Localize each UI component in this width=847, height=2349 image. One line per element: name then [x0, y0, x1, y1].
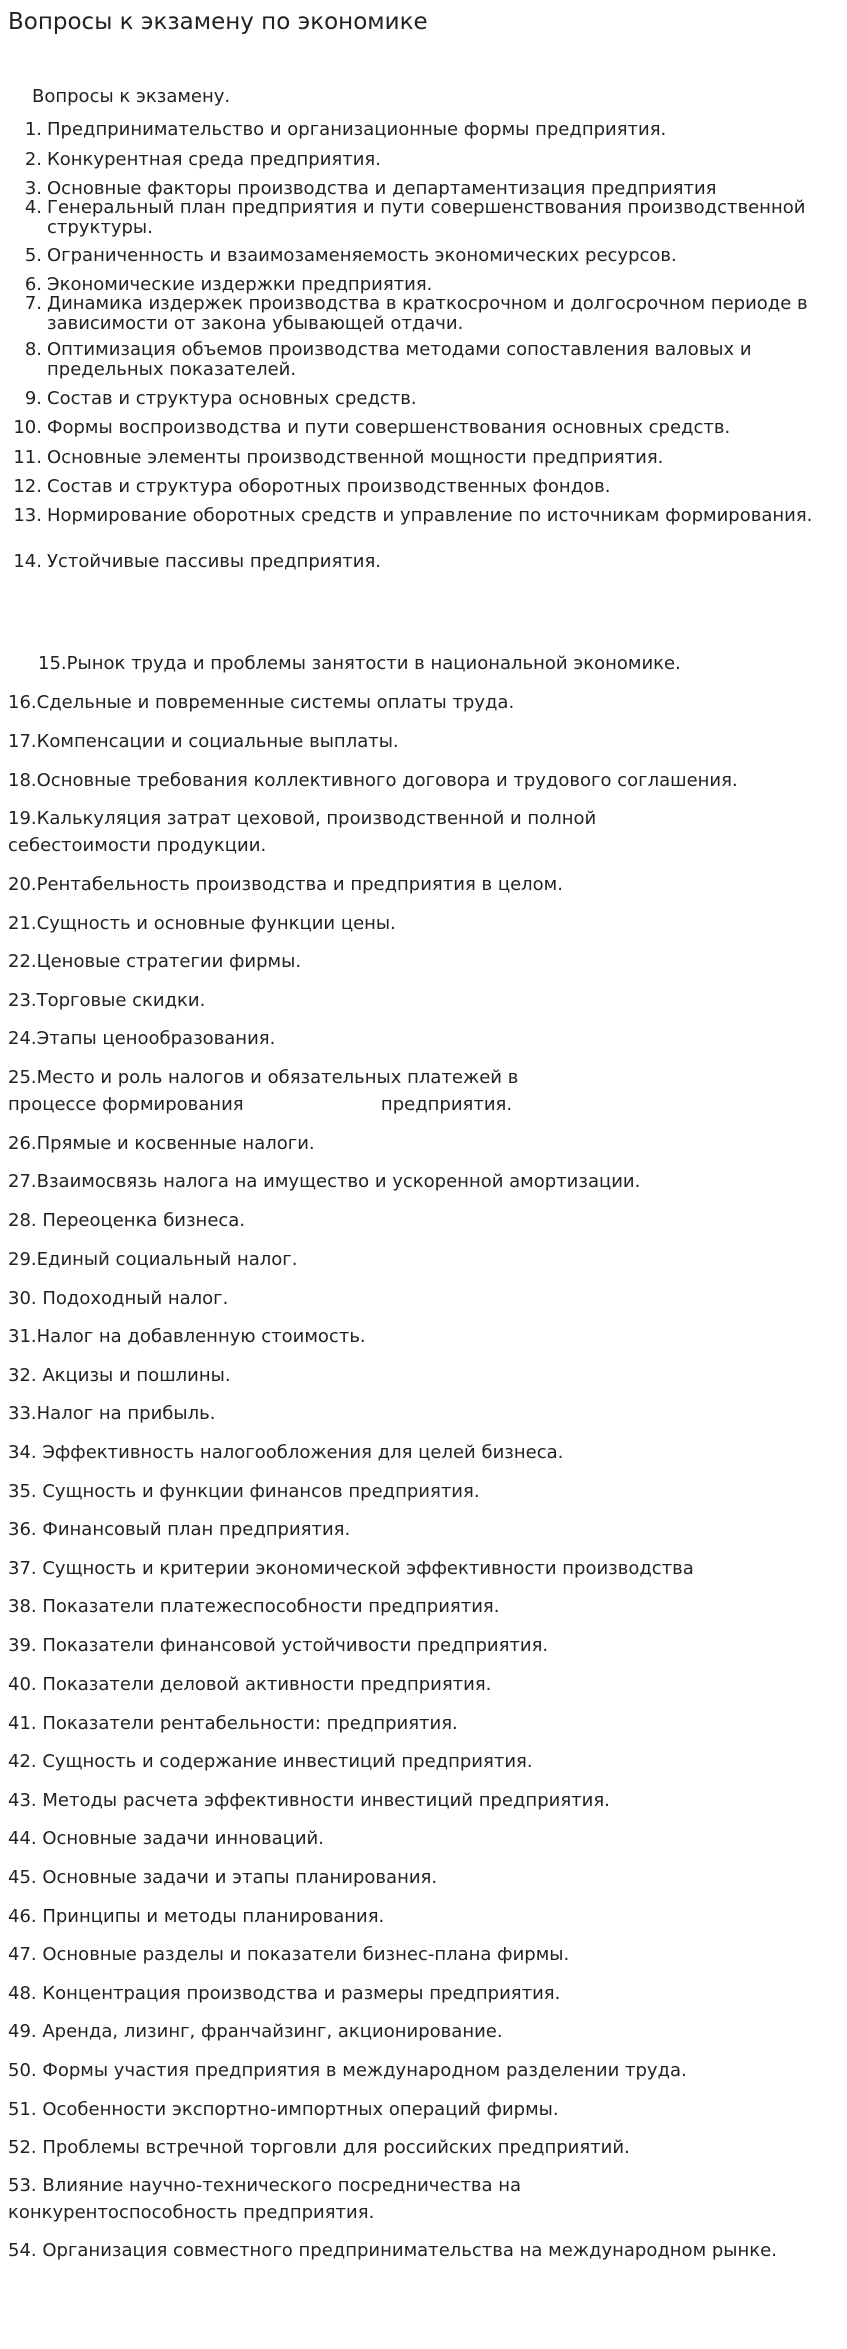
list-item: 5. Ограниченность и взаимозаменяемость экономических ресурсов. [24, 245, 677, 266]
list-item: 9. Состав и структура основных средств. [24, 388, 417, 409]
paragraph-question: 33.Налог на прибыль. [8, 1403, 216, 1424]
list-item: 12. Состав и структура оборотных производственных фондов. [13, 476, 611, 497]
list-item: 14. Устойчивые пассивы предприятия. [13, 551, 382, 572]
paragraph-question: 17.Компенсации и социальные выплаты. [8, 731, 399, 752]
paragraph-question: 26.Прямые и косвенные налоги. [8, 1133, 315, 1154]
section-subtitle: Вопросы к экзамену. [32, 86, 231, 107]
paragraph-question: 32. Акцизы и пошлины. [8, 1365, 231, 1386]
paragraph-question: 39. Показатели финансовой устойчивости предприятия. [8, 1635, 549, 1656]
paragraph-question: 37. Сущность и критерии экономической эффективности производства [8, 1558, 694, 1579]
paragraph-question: 48. Концентрация производства и размеры предприятия. [8, 1983, 561, 2004]
paragraph-question-continued: себестоимости продукции. [8, 835, 267, 856]
paragraph-question: 45. Основные задачи и этапы планирования. [8, 1867, 438, 1888]
list-item: 4. Генеральный план предприятия и пути совершенствования производственной структуры. [24, 197, 806, 238]
paragraph-question: 54. Организация совместного предпринимательства на международном рынке. [8, 2240, 777, 2261]
paragraph-question: 30. Подоходный налог. [8, 1288, 229, 1309]
list-item: 6. Экономические издержки предприятия. [24, 274, 433, 295]
paragraph-question: 31.Налог на добавленную стоимость. [8, 1326, 366, 1347]
list-item: 7. Динамика издержек производства в краткосрочном и долгосрочном периоде в зависимости от закона убывающей отдачи. [24, 293, 808, 334]
paragraph-question: 40. Показатели деловой активности предприятия. [8, 1674, 492, 1695]
paragraph-question: 21.Сущность и основные функции цены. [8, 913, 396, 934]
paragraph-question: 38. Показатели платежеспособности предприятия. [8, 1596, 500, 1617]
paragraph-question: 49. Аренда, лизинг, франчайзинг, акционирование. [8, 2021, 503, 2042]
paragraph-question: 23.Торговые скидки. [8, 990, 206, 1011]
paragraph-question: 20.Рентабельность производства и предприятия в целом. [8, 874, 563, 895]
paragraph-question: 28. Переоценка бизнеса. [8, 1210, 246, 1231]
paragraph-question: 41. Показатели рентабельности: предприятия. [8, 1713, 458, 1734]
questions-list [0, 120, 847, 572]
paragraph-question: 50. Формы участия предприятия в международном разделении труда. [8, 2060, 687, 2081]
paragraph-question: 47. Основные разделы и показатели бизнес-плана фирмы. [8, 1944, 570, 1965]
paragraph-question: 24.Этапы ценообразования. [8, 1028, 276, 1049]
paragraph-question: 22.Ценовые стратегии фирмы. [8, 951, 302, 972]
paragraph-question: 34. Эффективность налогообложения для целей бизнеса. [8, 1442, 564, 1463]
paragraph-question: 19.Калькуляция затрат цеховой, производственной и полной [8, 808, 597, 829]
paragraph-question: 27.Взаимосвязь налога на имущество и ускоренной амортизации. [8, 1171, 641, 1192]
paragraph-question: 44. Основные задачи инноваций. [8, 1828, 324, 1849]
paragraph-question: 25.Место и роль налогов и обязательных платежей в [8, 1067, 519, 1088]
paragraph-question-continued: конкурентоспособность предприятия. [8, 2202, 375, 2223]
paragraph-question: 53. Влияние научно-технического посредничества на [8, 2175, 522, 2196]
paragraph-question: 18.Основные требования коллективного договора и трудового соглашения. [8, 770, 738, 791]
list-item: 13. Нормирование оборотных средств и управление по источникам формирования. [13, 505, 813, 526]
paragraph-question: 16.Сдельные и повременные системы оплаты труда. [8, 692, 515, 713]
paragraph-question: 43. Методы расчета эффективности инвестиций предприятия. [8, 1790, 610, 1811]
paragraph-question: 29.Единый социальный налог. [8, 1249, 298, 1270]
list-item: 8. Оптимизация объемов производства методами сопоставления валовых и предельных показателей. [24, 339, 752, 380]
paragraph-question-continued: процессе формирования предприятия. [8, 1094, 513, 1115]
paragraph-question: 36. Финансовый план предприятия. [8, 1519, 351, 1540]
list-item: 11. Основные элементы производственной мощности предприятия. [13, 447, 664, 468]
page-title: Вопросы к экзамену по экономике [8, 9, 428, 35]
list-item: 3. Основные факторы производства и департаментизация предприятия [24, 178, 717, 199]
list-item: 2. Конкурентная среда предприятия. [24, 149, 381, 170]
paragraph-question: 35. Сущность и функции финансов предприятия. [8, 1481, 480, 1502]
paragraph-question: 42. Сущность и содержание инвестиций предприятия. [8, 1751, 533, 1772]
list-item: 10. Формы воспроизводства и пути совершенствования основных средств. [13, 417, 731, 438]
list-item: 1. Предпринимательство и организационные формы предприятия. [24, 119, 667, 140]
paragraph-question: 51. Особенности экспортно-импортных операций фирмы. [8, 2099, 559, 2120]
paragraph-question: 15.Рынок труда и проблемы занятости в национальной экономике. [38, 653, 681, 674]
paragraph-question: 52. Проблемы встречной торговли для российских предприятий. [8, 2137, 630, 2158]
paragraph-question: 46. Принципы и методы планирования. [8, 1906, 385, 1927]
